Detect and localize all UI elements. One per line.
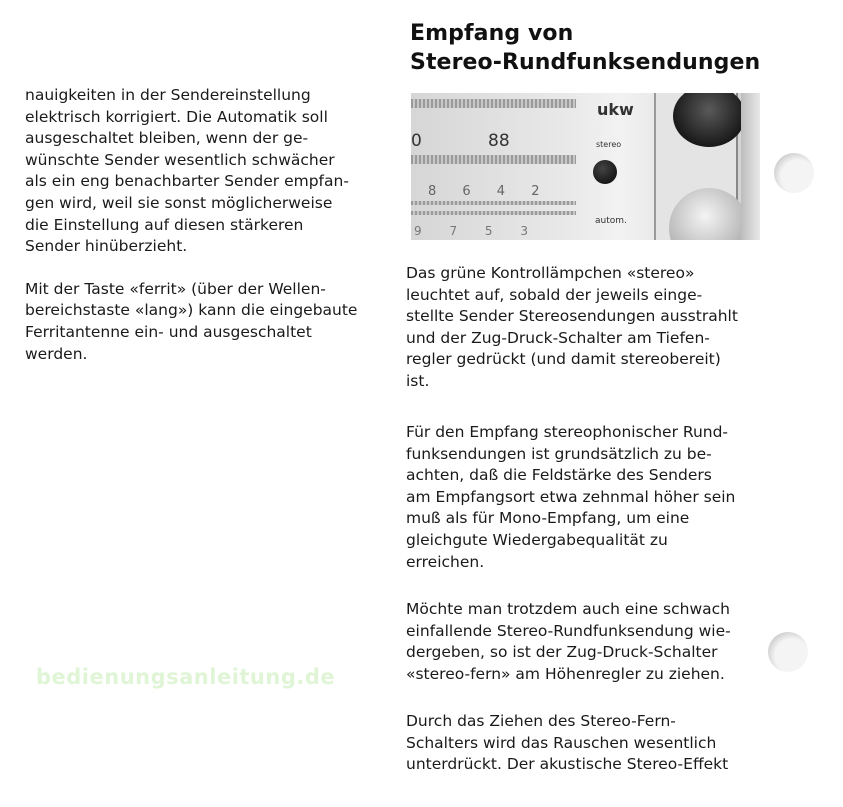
tuning-scale [411,211,576,215]
panel-edge [741,93,760,240]
scale-numbers-lower: 9 7 5 3 [414,224,540,238]
title-line-2: Stereo-Rundfunksendungen [410,50,761,75]
binder-hole-icon [774,153,814,193]
title-line-1: Empfang von [410,21,574,46]
right-paragraph-1: Das grüne Kontrollämpchen «stereo» leuchtet auf, sobald der jeweils einge- stellte Sender Stereosendungen ausstrahlt und der Zug-Druck-Schalter am Tiefen- regler gedrückt (und damit stereobereit) ist. [406,264,738,390]
page-title [410,19,760,77]
band-label: ukw [597,100,634,119]
left-paragraph-2: Mit der Taste «ferrit» (über der Wellen- bereichstaste «lang») kann die eingebaute Ferritantenne ein- und ausgeschaltet werden. [25,279,358,363]
scale-numbers-upper: 8 6 4 2 [428,184,551,199]
left-column [25,85,385,365]
stereo-lamp-icon [593,160,617,184]
freq-mark-zero: 0 [411,131,422,151]
tuning-scale [411,155,576,164]
watermark: bedienungsanleitung.de [36,665,336,689]
tuning-scale [411,99,576,108]
binder-hole-icon [768,632,808,672]
right-paragraph-4: Durch das Ziehen des Stereo-Fern- Schalters wird das Rauschen wesentlich unterdrückt. Der akustische Stereo-Effekt [406,712,729,774]
freq-mark-88: 88 [488,131,510,151]
stereo-label: stereo [596,140,622,149]
autom-label: autom. [595,216,627,226]
left-paragraph-1: nauigkeiten in der Sendereinstellung elektrisch korrigiert. Die Automatik soll ausgeschaltet bleiben, wenn der ge- wünschte Sender wesentlich schwächer als ein eng benachbarter Sender empfan- gen wird, weil sie sonst möglicherweise die Einstellung auf diesen stärkeren Sender hinüberzieht. [25,86,349,256]
right-paragraph-2: Für den Empfang stereophonischer Rund- funksendungen ist grundsätzlich zu be- achten, daß die Feldstärke des Senders am Empfangsort etwa zehnmal höher sein muß als für Mono-Empfang, um eine gleichgute Wiedergabequalität zu erreichen. [406,423,736,571]
radio-panel-photo [411,93,760,240]
tuning-scale [411,201,576,205]
right-paragraph-3: Möchte man trotzdem auch eine schwach einfallende Stereo-Rundfunksendung wie- dergeben, so ist der Zug-Druck-Schalter «stereo-fern» am Höhenregler zu ziehen. [406,600,731,683]
